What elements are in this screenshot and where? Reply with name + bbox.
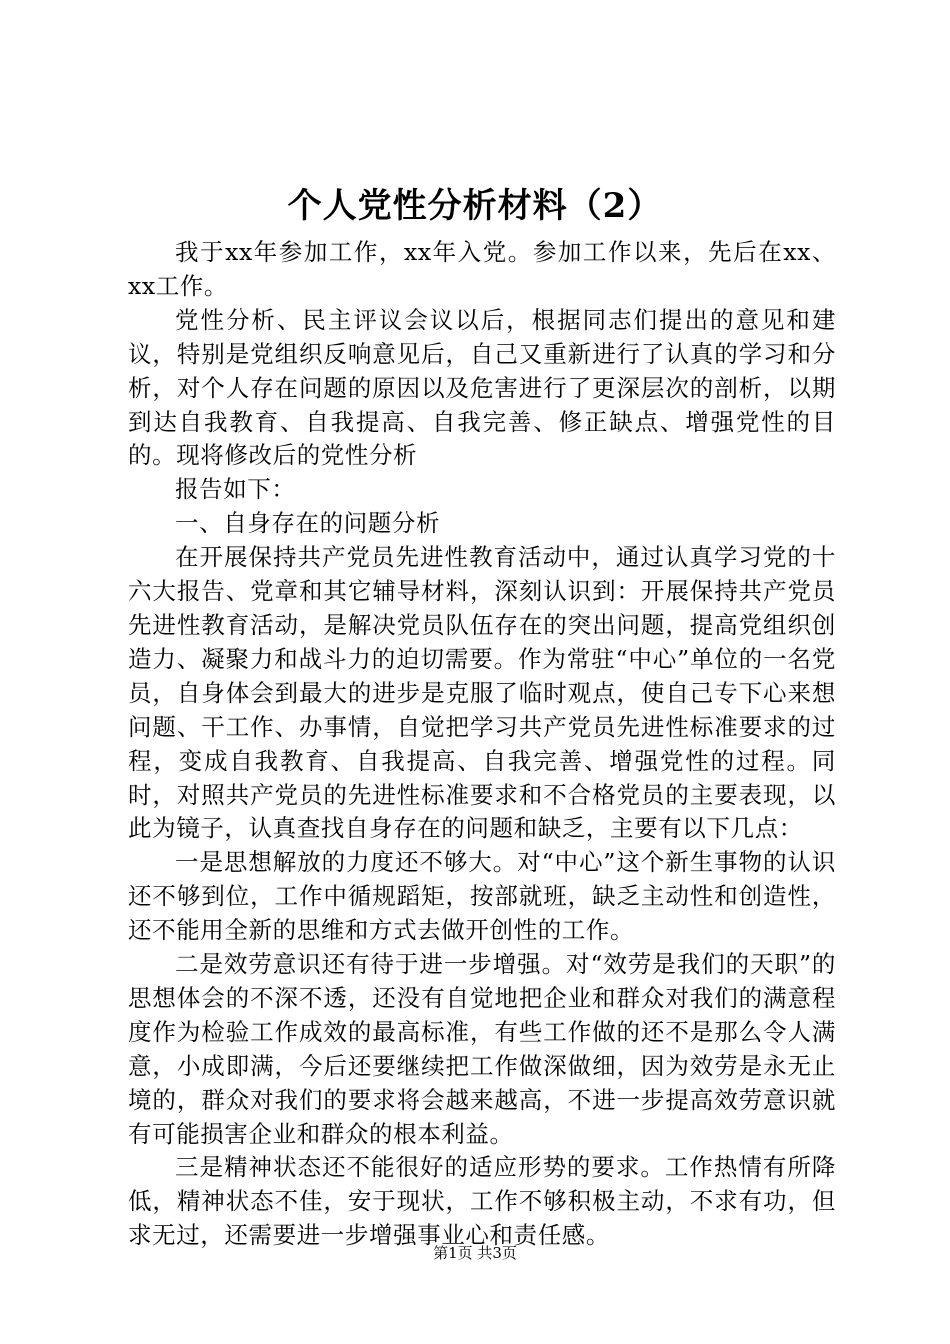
paragraph: 报告如下： [175, 475, 296, 504]
document-title: 个人党性分析材料（2） [287, 186, 663, 226]
document-body [128, 236, 836, 1253]
paragraph: 我于xx年参加工作，xx年入党。参加工作以来，先后在xx、xx工作。 [128, 238, 836, 300]
paragraph: 一是思想解放的力度还不够大。对“中心”这个新生事物的认识还不够到位，工作中循规蹈矩，按部就班，缺乏主动性和创造性，还不能用全新的思维和方式去做开创性的工作。 [128, 848, 836, 945]
page-number-footer: 第1页 共3页 [433, 1244, 517, 1262]
paragraph: 二是效劳意识还有待于进一步增强。对“效劳是我们的天职”的思想体会的不深不透，还没有自觉地把企业和群众对我们的满意程度作为检验工作成效的最高标准，有些工作做的还不是那么令人满意，小成即满，今后还要继续把工作做深做细，因为效劳是永无止境的，群众对我们的要求将会越来越高，不进一步提高效劳意识就有可能损害企业和群众的根本利益。 [128, 950, 836, 1148]
paragraph: 在开展保持共产党员先进性教育活动中，通过认真学习党的十六大报告、党章和其它辅导材料，深刻认识到：开展保持共产党员先进性教育活动，是解决党员队伍存在的突出问题，提高党组织创造力、凝聚力和战斗力的迫切需要。作为常驻“中心”单位的一名党员，自身体会到最大的进步是克服了临时观点，使自己专下心来想问题、干工作、办事情，自觉把学习共产党员先进性标准要求的过程，变成自我教育、自我提高、自我完善、增强党性的过程。同时，对照共产党员的先进性标准要求和不合格党员的主要表现，以此为镜子，认真查找自身存在的问题和缺乏，主要有以下几点： [128, 543, 836, 843]
paragraph: 三是精神状态还不能很好的适应形势的要求。工作热情有所降低，精神状态不佳，安于现状，工作不够积极主动，不求有功，但求无过，还需要进一步增强事业心和责任感。 [128, 1153, 836, 1250]
paragraph: 党性分析、民主评议会议以后，根据同志们提出的意见和建议，特别是党组织反响意见后，自己又重新进行了认真的学习和分析，对个人存在问题的原因以及危害进行了更深层次的剖析，以期到达自我教育、自我提高、自我完善、修正缺点、增强党性的目的。现将修改后的党性分析 [128, 305, 836, 470]
section-heading: 一、自身存在的问题分析 [175, 509, 441, 538]
